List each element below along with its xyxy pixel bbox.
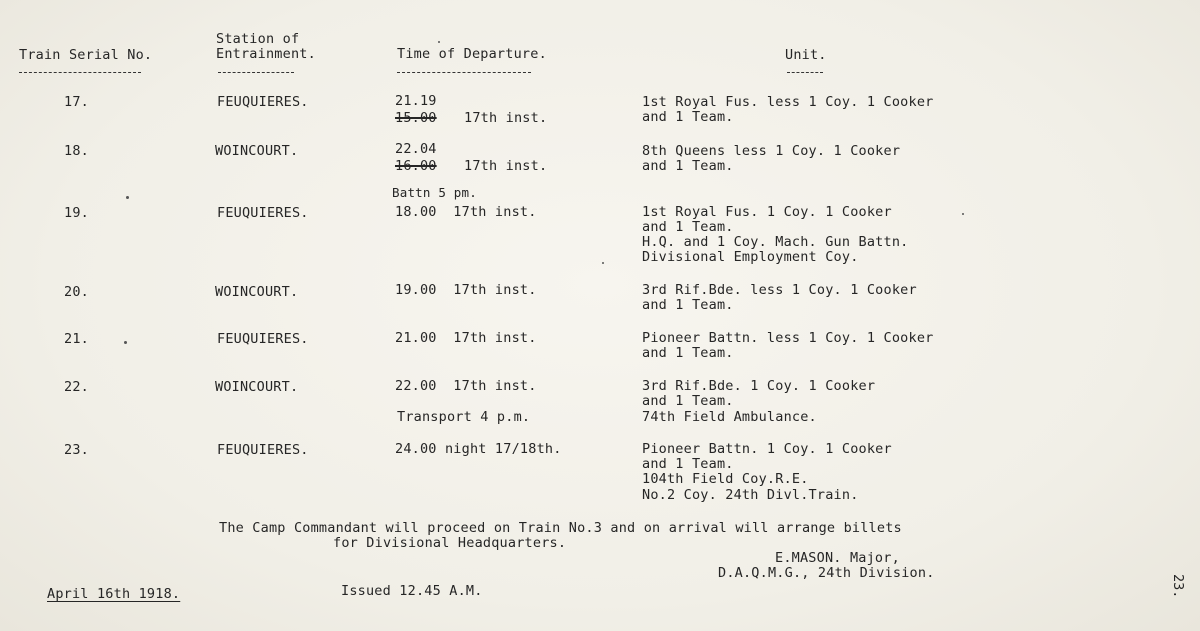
row-unit-line: Divisional Employment Coy.: [642, 249, 859, 265]
row-unit-line: 1st Royal Fus. 1 Coy. 1 Cooker: [642, 204, 892, 220]
row-station: FEUQUIERES.: [217, 442, 309, 458]
row-serial: 17.: [64, 94, 89, 110]
row-unit-line: and 1 Team.: [642, 456, 734, 472]
row-serial: 18.: [64, 143, 89, 159]
row-unit-line: 3rd Rif.Bde. less 1 Coy. 1 Cooker: [642, 282, 917, 298]
row-time-date: 17th inst.: [464, 158, 548, 174]
row-serial: 23.: [64, 442, 89, 458]
row-unit-line: 8th Queens less 1 Coy. 1 Cooker: [642, 143, 901, 159]
header-time-rule: [397, 72, 531, 73]
row-station: WOINCOURT.: [215, 143, 299, 159]
row-time-corrected: 21.19: [395, 93, 437, 109]
header-unit-rule: [787, 72, 823, 73]
row-time-struck: 15.00: [395, 110, 437, 126]
row-station: WOINCOURT.: [215, 284, 299, 300]
row-serial: 22.: [64, 379, 89, 395]
row-time-struck: 16.00: [395, 158, 437, 174]
row-time: 21.00 17th inst.: [395, 330, 537, 346]
paper-speck: [124, 341, 127, 344]
header-station-line1: Station of: [216, 31, 300, 47]
paper-speck: [962, 213, 964, 215]
row-station: FEUQUIERES.: [217, 205, 309, 221]
row-time-corrected: 22.04: [395, 141, 437, 157]
header-serial: Train Serial No.: [19, 47, 153, 63]
row-unit-line: and 1 Team.: [642, 393, 734, 409]
signature-title: D.A.Q.M.G., 24th Division.: [718, 565, 935, 581]
header-unit: Unit.: [785, 47, 827, 63]
row-serial: 20.: [64, 284, 89, 300]
row-station: FEUQUIERES.: [217, 331, 309, 347]
row-unit-line: 3rd Rif.Bde. 1 Coy. 1 Cooker: [642, 378, 876, 394]
row-unit-line: Pioneer Battn. 1 Coy. 1 Cooker: [642, 441, 892, 457]
paper-speck: [438, 41, 440, 43]
row-unit-line: 1st Royal Fus. less 1 Coy. 1 Cooker: [642, 94, 934, 110]
row-time-note: Transport 4 p.m.: [397, 409, 531, 425]
row-unit-line: No.2 Coy. 24th Divl.Train.: [642, 487, 859, 503]
note-line: The Camp Commandant will proceed on Train No.3 and on arrival will arrange billets: [219, 520, 902, 536]
header-time: Time of Departure.: [397, 46, 547, 62]
paper-speck: [126, 196, 129, 199]
row-unit-line: H.Q. and 1 Coy. Mach. Gun Battn.: [642, 234, 909, 250]
row-time-note: Battn 5 pm.: [392, 185, 477, 200]
row-unit-line: 74th Field Ambulance.: [642, 409, 817, 425]
paper-speck: [602, 262, 604, 264]
row-time-date: 17th inst.: [464, 110, 548, 126]
row-station: FEUQUIERES.: [217, 94, 309, 110]
row-unit-line: 104th Field Coy.R.E.: [642, 471, 809, 487]
row-station: WOINCOURT.: [215, 379, 299, 395]
note-line: for Divisional Headquarters.: [333, 535, 567, 551]
signature-name: E.MASON. Major,: [775, 550, 900, 566]
row-unit-line: and 1 Team.: [642, 158, 734, 174]
row-time: 24.00 night 17/18th.: [395, 441, 562, 457]
row-serial: 21.: [64, 331, 89, 347]
row-time: 22.00 17th inst.: [395, 378, 537, 394]
row-unit-line: and 1 Team.: [642, 109, 734, 125]
row-time: 19.00 17th inst.: [395, 282, 537, 298]
row-unit-line: and 1 Team.: [642, 345, 734, 361]
header-station-line2: Entrainment.: [216, 46, 316, 62]
issued-time: Issued 12.45 A.M.: [341, 583, 483, 599]
row-serial: 19.: [64, 205, 89, 221]
row-unit-line: Pioneer Battn. less 1 Coy. 1 Cooker: [642, 330, 934, 346]
document-date: April 16th 1918.: [47, 586, 181, 602]
page-number: 23.: [1170, 574, 1186, 599]
header-serial-rule: [19, 72, 141, 73]
row-unit-line: and 1 Team.: [642, 219, 734, 235]
row-unit-line: and 1 Team.: [642, 297, 734, 313]
row-time: 18.00 17th inst.: [395, 204, 537, 220]
header-station-rule: [218, 72, 294, 73]
